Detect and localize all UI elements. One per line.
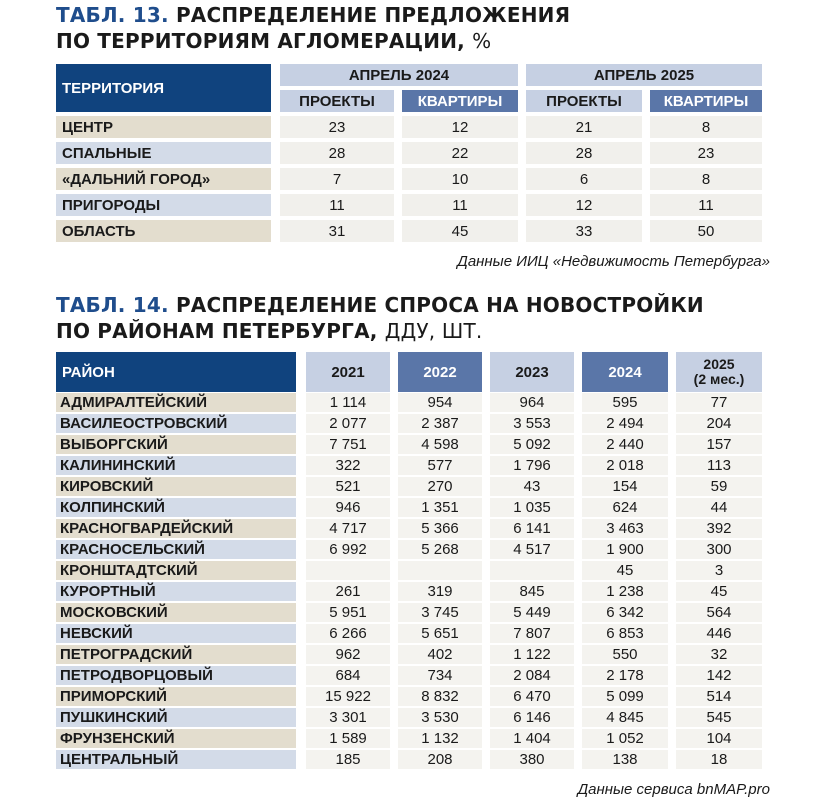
cell-value: 1 122 — [486, 644, 578, 665]
cell-value: 1 589 — [302, 728, 394, 749]
table-row — [56, 392, 766, 413]
table14-title-line2: ПО РАЙОНАМ ПЕТЕРБУРГА, — [56, 319, 378, 343]
row-label: КАЛИНИНСКИЙ — [56, 455, 302, 476]
cell-value: 21 — [522, 116, 646, 138]
row-label: НЕВСКИЙ — [56, 623, 302, 644]
table14-header-year: 2021 — [302, 352, 394, 392]
cell-value: 8 — [646, 168, 766, 190]
table14-header-district: РАЙОН — [56, 352, 302, 392]
table-row — [56, 413, 766, 434]
cell-value: 45 — [672, 581, 766, 602]
cell-value: 11 — [276, 194, 398, 216]
cell-value: 300 — [672, 539, 766, 560]
cell-value: 595 — [578, 392, 672, 413]
cell-value: 1 796 — [486, 455, 578, 476]
cell-value: 7 — [276, 168, 398, 190]
row-label: АДМИРАЛТЕЙСКИЙ — [56, 392, 302, 413]
cell-value: 2 178 — [578, 665, 672, 686]
cell-value: 964 — [486, 392, 578, 413]
row-label: КРАСНОСЕЛЬСКИЙ — [56, 539, 302, 560]
cell-value: 322 — [302, 455, 394, 476]
cell-value: 5 651 — [394, 623, 486, 644]
cell-value: 392 — [672, 518, 766, 539]
table14-header-year-2025 — [672, 352, 766, 392]
cell-value: 3 530 — [394, 707, 486, 728]
table13 — [56, 60, 766, 246]
table-row — [56, 194, 766, 216]
cell-value: 1 900 — [578, 539, 672, 560]
cell-value: 2 084 — [486, 665, 578, 686]
table13-title-line1: РАСПРЕДЕЛЕНИЕ ПРЕДЛОЖЕНИЯ — [175, 3, 571, 27]
cell-value: 4 517 — [486, 539, 578, 560]
cell-value: 12 — [522, 194, 646, 216]
cell-value: 31 — [276, 220, 398, 242]
cell-value: 208 — [394, 749, 486, 770]
row-label: ВЫБОРГСКИЙ — [56, 434, 302, 455]
row-label: ПЕТРОДВОРЦОВЫЙ — [56, 665, 302, 686]
cell-value: 22 — [398, 142, 522, 164]
cell-value: 33 — [522, 220, 646, 242]
table14-number: ТАБЛ. 14. — [56, 293, 169, 317]
cell-value — [302, 560, 394, 581]
cell-value: 2 440 — [578, 434, 672, 455]
cell-value: 138 — [578, 749, 672, 770]
table-row — [56, 518, 766, 539]
row-label: ЦЕНТРАЛЬНЫЙ — [56, 749, 302, 770]
cell-value: 23 — [646, 142, 766, 164]
table-row — [56, 455, 766, 476]
table-row — [56, 168, 766, 190]
table14-header-year: 2024 — [578, 352, 672, 392]
cell-value: 8 832 — [394, 686, 486, 707]
cell-value: 154 — [578, 476, 672, 497]
cell-value: 954 — [394, 392, 486, 413]
cell-value: 550 — [578, 644, 672, 665]
cell-value: 77 — [672, 392, 766, 413]
cell-value: 8 — [646, 116, 766, 138]
cell-value: 446 — [672, 623, 766, 644]
cell-value: 32 — [672, 644, 766, 665]
cell-value: 4 598 — [394, 434, 486, 455]
cell-value: 577 — [394, 455, 486, 476]
cell-value: 521 — [302, 476, 394, 497]
cell-value: 142 — [672, 665, 766, 686]
row-label: МОСКОВСКИЙ — [56, 602, 302, 623]
table13-header-projects-2025: ПРОЕКТЫ — [522, 90, 646, 112]
table14-header-2025-line1: 2025 — [703, 356, 735, 372]
cell-value: 6 342 — [578, 602, 672, 623]
row-label: КОЛПИНСКИЙ — [56, 497, 302, 518]
cell-value: 1 404 — [486, 728, 578, 749]
table-row — [56, 497, 766, 518]
table13-title-line2: ПО ТЕРРИТОРИЯМ АГЛОМЕРАЦИИ, — [56, 29, 465, 53]
table-row — [56, 476, 766, 497]
cell-value: 44 — [672, 497, 766, 518]
table-row — [56, 602, 766, 623]
table13-title-unit: % — [472, 29, 492, 53]
cell-value: 5 092 — [486, 434, 578, 455]
cell-value: 624 — [578, 497, 672, 518]
cell-value: 1 052 — [578, 728, 672, 749]
table14-header-year: 2023 — [486, 352, 578, 392]
cell-value: 545 — [672, 707, 766, 728]
cell-value: 734 — [394, 665, 486, 686]
cell-value: 3 745 — [394, 602, 486, 623]
cell-value: 6 992 — [302, 539, 394, 560]
cell-value: 402 — [394, 644, 486, 665]
cell-value: 157 — [672, 434, 766, 455]
cell-value: 11 — [646, 194, 766, 216]
row-label: КУРОРТНЫЙ — [56, 581, 302, 602]
cell-value: 45 — [578, 560, 672, 581]
cell-value: 11 — [398, 194, 522, 216]
row-label: КРОНШТАДТСКИЙ — [56, 560, 302, 581]
cell-value: 3 553 — [486, 413, 578, 434]
cell-value — [486, 560, 578, 581]
table14-title-unit: ДДУ, ШТ. — [384, 319, 483, 343]
row-label: ПЕТРОГРАДСКИЙ — [56, 644, 302, 665]
cell-value: 3 463 — [578, 518, 672, 539]
row-label: КИРОВСКИЙ — [56, 476, 302, 497]
table13-header-flats-2025: КВАРТИРЫ — [646, 90, 766, 112]
cell-value: 261 — [302, 581, 394, 602]
table13-header-april-2025: АПРЕЛЬ 2025 — [522, 64, 766, 86]
table-row — [56, 560, 766, 581]
cell-value: 50 — [646, 220, 766, 242]
table-row — [56, 686, 766, 707]
cell-value: 104 — [672, 728, 766, 749]
cell-value: 45 — [398, 220, 522, 242]
table-row — [56, 749, 766, 770]
row-label: ПРИМОРСКИЙ — [56, 686, 302, 707]
cell-value: 4 845 — [578, 707, 672, 728]
cell-value: 28 — [522, 142, 646, 164]
cell-value: 684 — [302, 665, 394, 686]
cell-value: 3 — [672, 560, 766, 581]
table-row — [56, 707, 766, 728]
cell-value: 59 — [672, 476, 766, 497]
table-row — [56, 539, 766, 560]
cell-value — [394, 560, 486, 581]
table14 — [56, 352, 766, 770]
table-row — [56, 581, 766, 602]
cell-value: 962 — [302, 644, 394, 665]
table13-header-territory: ТЕРРИТОРИЯ — [56, 64, 276, 112]
row-label: СПАЛЬНЫЕ — [56, 142, 276, 164]
row-label: ОБЛАСТЬ — [56, 220, 276, 242]
cell-value: 2 387 — [394, 413, 486, 434]
table-row — [56, 434, 766, 455]
cell-value: 23 — [276, 116, 398, 138]
table-row — [56, 116, 766, 138]
table-row — [56, 142, 766, 164]
table-row — [56, 644, 766, 665]
table-row — [56, 220, 766, 242]
table13-header-projects-2024: ПРОЕКТЫ — [276, 90, 398, 112]
table-row — [56, 728, 766, 749]
cell-value: 6 146 — [486, 707, 578, 728]
cell-value: 5 268 — [394, 539, 486, 560]
cell-value: 10 — [398, 168, 522, 190]
table13-header-april-2024: АПРЕЛЬ 2024 — [276, 64, 522, 86]
cell-value: 1 132 — [394, 728, 486, 749]
table14-source: Данные сервиса bnMAP.pro — [577, 781, 770, 798]
cell-value: 845 — [486, 581, 578, 602]
cell-value: 3 301 — [302, 707, 394, 728]
table14-title — [56, 292, 704, 344]
table13-source: Данные ИИЦ «Недвижимость Петербурга» — [457, 253, 770, 270]
cell-value: 5 951 — [302, 602, 394, 623]
cell-value: 5 099 — [578, 686, 672, 707]
cell-value: 43 — [486, 476, 578, 497]
table14-title-line1: РАСПРЕДЕЛЕНИЕ СПРОСА НА НОВОСТРОЙКИ — [175, 293, 704, 317]
cell-value: 113 — [672, 455, 766, 476]
row-label: ПРИГОРОДЫ — [56, 194, 276, 216]
cell-value: 5 449 — [486, 602, 578, 623]
cell-value: 2 494 — [578, 413, 672, 434]
row-label: ФРУНЗЕНСКИЙ — [56, 728, 302, 749]
table14-header-2025-line2: (2 мес.) — [693, 371, 745, 387]
cell-value: 7 807 — [486, 623, 578, 644]
cell-value: 270 — [394, 476, 486, 497]
table13-header-flats-2024: КВАРТИРЫ — [398, 90, 522, 112]
cell-value: 1 238 — [578, 581, 672, 602]
cell-value: 15 922 — [302, 686, 394, 707]
cell-value: 2 018 — [578, 455, 672, 476]
cell-value: 6 141 — [486, 518, 578, 539]
row-label: ВАСИЛЕОСТРОВСКИЙ — [56, 413, 302, 434]
cell-value: 7 751 — [302, 434, 394, 455]
row-label: ЦЕНТР — [56, 116, 276, 138]
cell-value: 12 — [398, 116, 522, 138]
cell-value: 185 — [302, 749, 394, 770]
cell-value: 1 114 — [302, 392, 394, 413]
cell-value: 5 366 — [394, 518, 486, 539]
cell-value: 1 035 — [486, 497, 578, 518]
cell-value: 1 351 — [394, 497, 486, 518]
cell-value: 6 853 — [578, 623, 672, 644]
cell-value: 2 077 — [302, 413, 394, 434]
table-row — [56, 665, 766, 686]
cell-value: 946 — [302, 497, 394, 518]
cell-value: 564 — [672, 602, 766, 623]
cell-value: 6 — [522, 168, 646, 190]
cell-value: 514 — [672, 686, 766, 707]
row-label: ПУШКИНСКИЙ — [56, 707, 302, 728]
table13-title — [56, 2, 570, 54]
table13-number: ТАБЛ. 13. — [56, 3, 169, 27]
table-row — [56, 623, 766, 644]
cell-value: 28 — [276, 142, 398, 164]
cell-value: 6 266 — [302, 623, 394, 644]
row-label: КРАСНОГВАРДЕЙСКИЙ — [56, 518, 302, 539]
row-label: «ДАЛЬНИЙ ГОРОД» — [56, 168, 276, 190]
cell-value: 204 — [672, 413, 766, 434]
cell-value: 380 — [486, 749, 578, 770]
cell-value: 18 — [672, 749, 766, 770]
cell-value: 319 — [394, 581, 486, 602]
cell-value: 4 717 — [302, 518, 394, 539]
table14-header-year: 2022 — [394, 352, 486, 392]
cell-value: 6 470 — [486, 686, 578, 707]
